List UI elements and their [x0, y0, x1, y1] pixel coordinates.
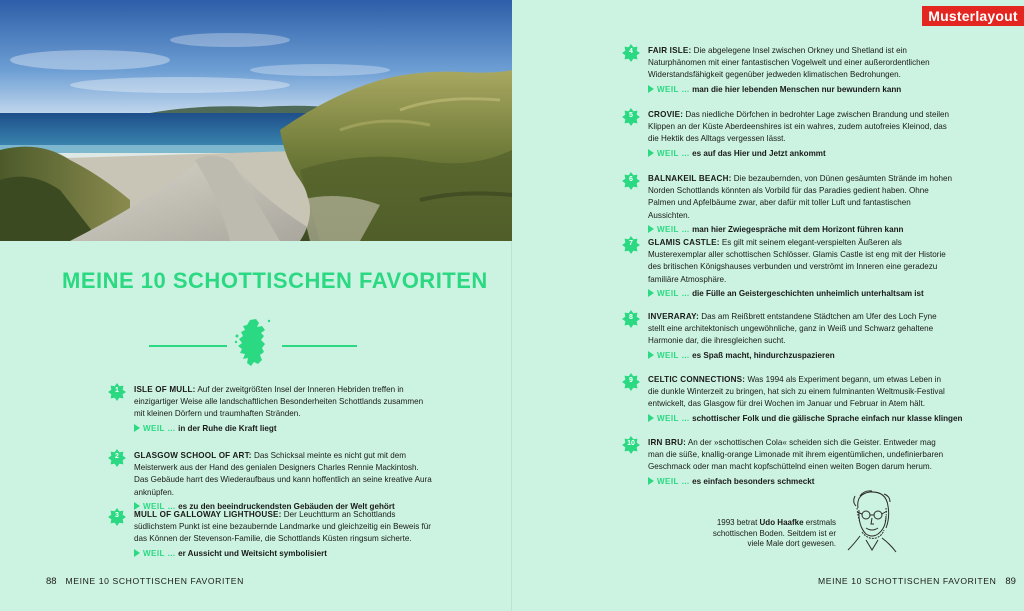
- arrow-right-icon: [134, 424, 140, 432]
- author-name: Udo Haafke: [759, 518, 804, 527]
- entry-title: IRN BRU:: [648, 438, 687, 447]
- entry-description: Die bezaubernden, von Dünen gesäumten Strände im hohen Norden Schottlands könnten als Vorbild für das Paradies gedient haben. Ohne Palmen und Apfelbäume zwar, aber dafür mit toller Luft und fantastischen Aussichten.: [648, 174, 953, 220]
- entry-description: An der »schottischen Cola« scheiden sich die Geister. Entweder mag man die süße, knallig-orange Limonade mit ihrem eigentümlichen, undefinierbaren Geschmack oder man macht kopfschüttelnd einen weiten Bogen darum herum.: [648, 438, 944, 472]
- favorite-entry-glasgow-school-of-art: [134, 450, 434, 513]
- entry-title: BALNAKEIL BEACH:: [648, 174, 732, 183]
- page-title: MEINE 10 SCHOTTISCHEN FAVORITEN: [62, 268, 488, 293]
- favorite-entry-celtic-connections: [648, 374, 963, 425]
- arrow-right-icon: [134, 549, 140, 557]
- weil-line: WEIL … man hier Zwiegespräche mit dem Horizont führen kann: [648, 224, 953, 236]
- entry-number-badge: 6: [622, 172, 640, 190]
- entry-number-badge: 1: [108, 383, 126, 401]
- arrow-right-icon: [648, 477, 654, 485]
- favorite-entry-irn-bru: [648, 437, 953, 488]
- entry-number-badge: 9: [622, 373, 640, 391]
- entry-title: CELTIC CONNECTIONS:: [648, 375, 746, 384]
- scotland-map-icon: [234, 318, 274, 373]
- entry-title: INVERARAY:: [648, 312, 700, 321]
- arrow-right-icon: [648, 351, 654, 359]
- entry-description: Das niedliche Dörfchen in bedrohter Lage zwischen Brandung und steilen Klippen an der Küste Aberdeenshires ist ein wahres, zudem autofreies Kleinod, das die Hektik des Alltags vergessen lässt.: [648, 110, 950, 144]
- footer-right: [818, 576, 1016, 587]
- weil-line: WEIL … die Fülle an Geistergeschichten unheimlich unterhaltsam ist: [648, 288, 953, 300]
- page-number-right: 89: [1005, 576, 1016, 587]
- arrow-right-icon: [648, 289, 654, 297]
- favorite-entry-inveraray: [648, 311, 953, 362]
- footer-left: [46, 576, 244, 587]
- running-title-right: MEINE 10 SCHOTTISCHEN FAVORITEN: [818, 576, 997, 586]
- entry-description: Es gilt mit seinem elegant-verspielten Äußeren als Musterexemplar aller schottischen Schlösser. Glamis Castle ist eng mit der Historie des britischen Königshauses verbunden und verströmt im Inneren eine geradezu familiäre Atmosphäre.: [648, 238, 946, 284]
- page-number-left: 88: [46, 576, 57, 587]
- entry-title: GLASGOW SCHOOL OF ART:: [134, 451, 252, 460]
- entry-title: MULL OF GALLOWAY LIGHTHOUSE:: [134, 510, 282, 519]
- weil-line: WEIL … es Spaß macht, hindurchzuspazieren: [648, 350, 953, 362]
- entry-number-badge: 2: [108, 449, 126, 467]
- entry-description: Die abgelegene Insel zwischen Orkney und Shetland ist ein Naturphänomen mit einer fantastischen Vogelwelt und einer außerordentlichen Widerstandsfähigkeit gegenüber jedweden klimatischen Bedrohungen.: [648, 46, 930, 80]
- entry-description: Was 1994 als Experiment begann, um etwas Leben in die dunkle Winterzeit zu bringen, hat sich zu einem fulminanten Weltmusik-Festival entwickelt, das Glasgow für drei Wochen im Januar und Februar in Atem hält.: [648, 375, 945, 409]
- beach-dunes-photo: [0, 0, 512, 241]
- favorite-entry-isle-of-mull: [134, 384, 434, 435]
- weil-line: WEIL … es einfach besonders schmeckt: [648, 476, 953, 488]
- author-bio: 1993 betrat Udo Haafke erstmals schottischen Boden. Seitdem ist er viele Male dort gewesen.: [712, 518, 836, 548]
- entry-description: Das am Reißbrett entstandene Städtchen am Ufer des Loch Fyne stellt eine architektonisch ungewöhnliche, ganz in Weiß und Schwarz gehaltene Harmonie dar, die ihresgleichen sucht.: [648, 312, 937, 346]
- entry-title: CROVIE:: [648, 110, 684, 119]
- entry-number-badge: 3: [108, 508, 126, 526]
- weil-line: WEIL … in der Ruhe die Kraft liegt: [134, 423, 434, 435]
- favorite-entry-mull-of-galloway: [134, 509, 434, 560]
- entry-description: Das Schicksal meinte es nicht gut mit dem Meisterwerk aus der Hand des genialen Designers Charles Rennie Mackintosh. Das Gebäude harrt des Wiederaufbaus und kann hoffentlich an seine kreative Aura anknüpfen.: [134, 451, 432, 497]
- favorite-entry-glamis-castle: [648, 237, 953, 300]
- entry-description: Der Leuchtturm an Schottlands südlichstem Punkt ist eine bezaubernde Landmarke und gleichzeitig ein Beweis für das Können der Stevenson-Familie, die Schottlands Küsten ringsum sicherte.: [134, 510, 431, 544]
- favorite-entry-crovie: [648, 109, 953, 160]
- author-portrait-sketch: [846, 488, 898, 563]
- entry-title: ISLE OF MULL:: [134, 385, 196, 394]
- title-divider-left: [149, 345, 227, 347]
- entry-number-badge: 10: [622, 436, 640, 454]
- entry-description: Auf der zweitgrößten Insel der Inneren Hebriden treffen in einzigartiger Weise alle landschaftlichen Besonderheiten Schottlands zusammen mit kleinen Dörfern und traumhaften Stränden.: [134, 385, 424, 419]
- weil-line: WEIL … schottischer Folk und die gälische Sprache einfach nur klasse klingen: [648, 413, 953, 425]
- entry-title: GLAMIS CASTLE:: [648, 238, 720, 247]
- musterlayout-tag: Musterlayout: [922, 6, 1024, 26]
- arrow-right-icon: [648, 225, 654, 233]
- entry-number-badge: 8: [622, 310, 640, 328]
- arrow-right-icon: [648, 85, 654, 93]
- title-divider-right: [282, 345, 357, 347]
- arrow-right-icon: [648, 414, 654, 422]
- entry-number-badge: 4: [622, 44, 640, 62]
- running-title-left: MEINE 10 SCHOTTISCHEN FAVORITEN: [65, 576, 244, 586]
- weil-line: WEIL … er Aussicht und Weitsicht symbolisiert: [134, 548, 434, 560]
- favorite-entry-fair-isle: [648, 45, 953, 96]
- favorite-entry-balnakeil-beach: [648, 173, 953, 236]
- arrow-right-icon: [648, 149, 654, 157]
- entry-number-badge: 5: [622, 108, 640, 126]
- weil-line: WEIL … es zu den beeindruckendsten Gebäuden der Welt gehört: [134, 501, 434, 513]
- weil-line: WEIL … man die hier lebenden Menschen nur bewundern kann: [648, 84, 953, 96]
- entry-title: FAIR ISLE:: [648, 46, 692, 55]
- weil-line: WEIL … es auf das Hier und Jetzt ankommt: [648, 148, 953, 160]
- entry-number-badge: 7: [622, 236, 640, 254]
